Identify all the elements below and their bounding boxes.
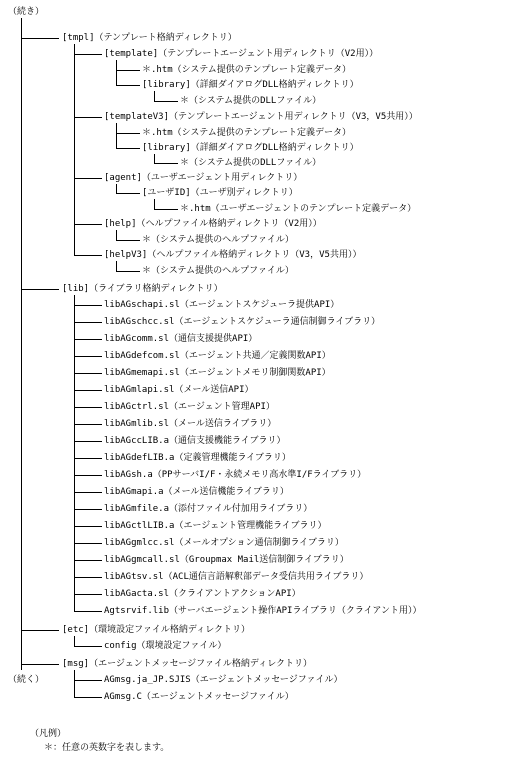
- library-branch-line: [154, 91, 155, 101]
- tree-node-level-2: libAGmemapi.sl（エージェントメモリ制御関数API）: [104, 368, 331, 378]
- tree-node-level-1: [etc]（環境設定ファイル格納ディレクトリ）: [62, 625, 251, 635]
- connector-template-library: [116, 85, 140, 86]
- connector-help: [74, 224, 102, 225]
- tree-node-level-2: AGmsg.C（エージェントメッセージファイル）: [104, 692, 294, 702]
- agent-branch-line: [116, 184, 117, 193]
- connector-lib-item: [74, 458, 102, 459]
- etc-branch-line: [74, 636, 75, 646]
- tree-node-level-2: libAGdefLIB.a（定義管理機能ライブラリ）: [104, 453, 291, 463]
- connector-lib-item: [74, 339, 102, 340]
- connector-lib-item: [74, 526, 102, 527]
- template-branch-line: [116, 60, 117, 85]
- msg-branch-line: [74, 670, 75, 697]
- tree-node-level-2: Agtsrvif.lib（サーバエージェント操作APIライブラリ（クライアント用））: [104, 606, 422, 616]
- tree-node-level-1: [lib]（ライブラリ格納ディレクトリ）: [62, 284, 223, 294]
- lib-branch-line: [74, 295, 75, 611]
- tree-node-level-2: libAGctlLIB.a（エージェント管理機能ライブラリ）: [104, 521, 327, 531]
- tree-node-level-3: ＊（システム提供のヘルプファイル）: [142, 266, 294, 276]
- connector-etc: [21, 630, 59, 631]
- connector-lib-item: [74, 560, 102, 561]
- tree-node-level-2: [help]（ヘルプファイル格納ディレクトリ（V2用））: [104, 219, 322, 229]
- connector-lib-item: [74, 492, 102, 493]
- tree-node-level-2: libAGacta.sl（クライアントアクションAPI）: [104, 589, 301, 599]
- tree-node-level-2: libAGctrl.sl（エージェント管理API）: [104, 402, 275, 412]
- connector-msg-sjis: [74, 680, 102, 681]
- tree-node-level-2: libAGschapi.sl（エージェントスケジューラ提供API）: [104, 300, 340, 310]
- helpv3-branch-line: [116, 261, 117, 271]
- connector-help-file: [116, 240, 140, 241]
- tree-node-level-2: libAGdefcom.sl（エージェント共通／定義関数API）: [104, 351, 331, 361]
- connector-lib: [21, 289, 59, 290]
- tree-node-level-2: libAGmapi.a（メール送信機能ライブラリ）: [104, 487, 289, 497]
- connector-userid-htm: [154, 209, 178, 210]
- continued-header: （続き）: [8, 7, 45, 17]
- tree-node-level-4: ＊（システム提供のDLLファイル）: [180, 158, 322, 168]
- tree-node-level-3: [ユーザID]（ユーザ別ディレクトリ）: [142, 188, 298, 198]
- tree-node-level-2: libAGcomm.sl（通信支援提供API）: [104, 334, 258, 344]
- connector-helpv3: [74, 255, 102, 256]
- library-v3-branch-line: [154, 154, 155, 163]
- tree-node-level-2: [template]（テンプレートエージェント用ディレクトリ（V2用））: [104, 49, 379, 59]
- legend-text: ＊：任意の英数字を表します。: [44, 743, 170, 753]
- connector-lib-item: [74, 611, 102, 612]
- tree-node-level-2: libAGmlapi.sl（メール送信API）: [104, 385, 254, 395]
- connector-lib-item: [74, 509, 102, 510]
- templatev3-branch-line: [116, 123, 117, 148]
- tree-node-level-2: libAGgmcall.sl（Groupmax Mail送信制御ライブラリ）: [104, 555, 349, 565]
- tree-node-level-2: AGmsg.ja_JP.SJIS（エージェントメッセージファイル）: [104, 675, 343, 685]
- tree-node-level-3: ＊.htm（システム提供のテンプレート定義データ）: [142, 65, 351, 75]
- connector-lib-item: [74, 543, 102, 544]
- tree-node-level-2: libAGsh.a（PPサーバI/F・永続メモリ高水準I/Fライブラリ）: [104, 470, 367, 480]
- connector-template: [74, 54, 102, 55]
- connector-lib-item: [74, 373, 102, 374]
- continues-footer: （続く）: [8, 675, 45, 685]
- connector-lib-item: [74, 475, 102, 476]
- connector-templatev3-library: [116, 148, 140, 149]
- tree-node-level-3: ＊（システム提供のヘルプファイル）: [142, 235, 294, 245]
- tree-node-level-2: [agent]（ユーザエージェント用ディレクトリ）: [104, 173, 303, 183]
- connector-template-htm: [116, 70, 140, 71]
- connector-lib-item: [74, 441, 102, 442]
- connector-templatev3-htm: [116, 133, 140, 134]
- connector-config: [74, 646, 102, 647]
- connector-agent: [74, 178, 102, 179]
- tree-node-level-2: libAGccLIB.a（通信支援機能ライブラリ）: [104, 436, 286, 446]
- tree-node-level-1: [tmpl]（テンプレート格納ディレクトリ）: [62, 33, 237, 43]
- legend-title: （凡例）: [30, 729, 67, 739]
- help-branch-line: [116, 230, 117, 240]
- userid-branch-line: [154, 199, 155, 209]
- tree-node-level-2: libAGgmlcc.sl（メールオプション通信制御ライブラリ）: [104, 538, 344, 548]
- connector-lib-item: [74, 356, 102, 357]
- tree-node-level-2: [templateV3]（テンプレートエージェント用ディレクトリ（V3，V5共用））: [104, 112, 418, 122]
- connector-lib-item: [74, 407, 102, 408]
- tree-node-level-2: [helpV3]（ヘルプファイル格納ディレクトリ（V3，V5共用））: [104, 250, 362, 260]
- connector-lib-item: [74, 322, 102, 323]
- connector-helpv3-file: [116, 271, 140, 272]
- connector-lib-item: [74, 305, 102, 306]
- connector-tmpl: [21, 38, 59, 39]
- connector-lib-item: [74, 390, 102, 391]
- tree-node-level-3: [library]（詳細ダイアログDLL格納ディレクトリ）: [142, 143, 359, 153]
- tree-node-level-2: config（環境設定ファイル）: [104, 641, 227, 651]
- tree-node-level-2: libAGmlib.sl（メール送信ライブラリ）: [104, 419, 277, 429]
- connector-lib-item: [74, 577, 102, 578]
- connector-lib-item: [74, 594, 102, 595]
- connector-templatev3: [74, 117, 102, 118]
- trunk-line: [21, 18, 22, 670]
- tree-node-level-2: libAGtsv.sl（ACL通信言語解釈部データ受信共用ライブラリ）: [104, 572, 369, 582]
- connector-msg-c: [74, 697, 102, 698]
- tree-node-level-1: [msg]（エージェントメッセージファイル格納ディレクトリ）: [62, 659, 313, 669]
- connector-library-v3-dll: [154, 163, 178, 164]
- tree-node-level-4: ＊.htm（ユーザエージェントのテンプレート定義データ）: [180, 204, 417, 214]
- tree-node-level-2: libAGmfile.a（添付ファイル付加用ライブラリ）: [104, 504, 313, 514]
- tree-node-level-3: ＊.htm（システム提供のテンプレート定義データ）: [142, 128, 351, 138]
- connector-library-dll: [154, 101, 178, 102]
- connector-lib-item: [74, 424, 102, 425]
- connector-msg: [21, 664, 59, 665]
- tree-node-level-3: [library]（詳細ダイアログDLL格納ディレクトリ）: [142, 80, 359, 90]
- tree-node-level-4: ＊（システム提供のDLLファイル）: [180, 96, 322, 106]
- tree-node-level-2: libAGschcc.sl（エージェントスケジューラ通信制御ライブラリ）: [104, 317, 381, 327]
- connector-userid: [116, 193, 140, 194]
